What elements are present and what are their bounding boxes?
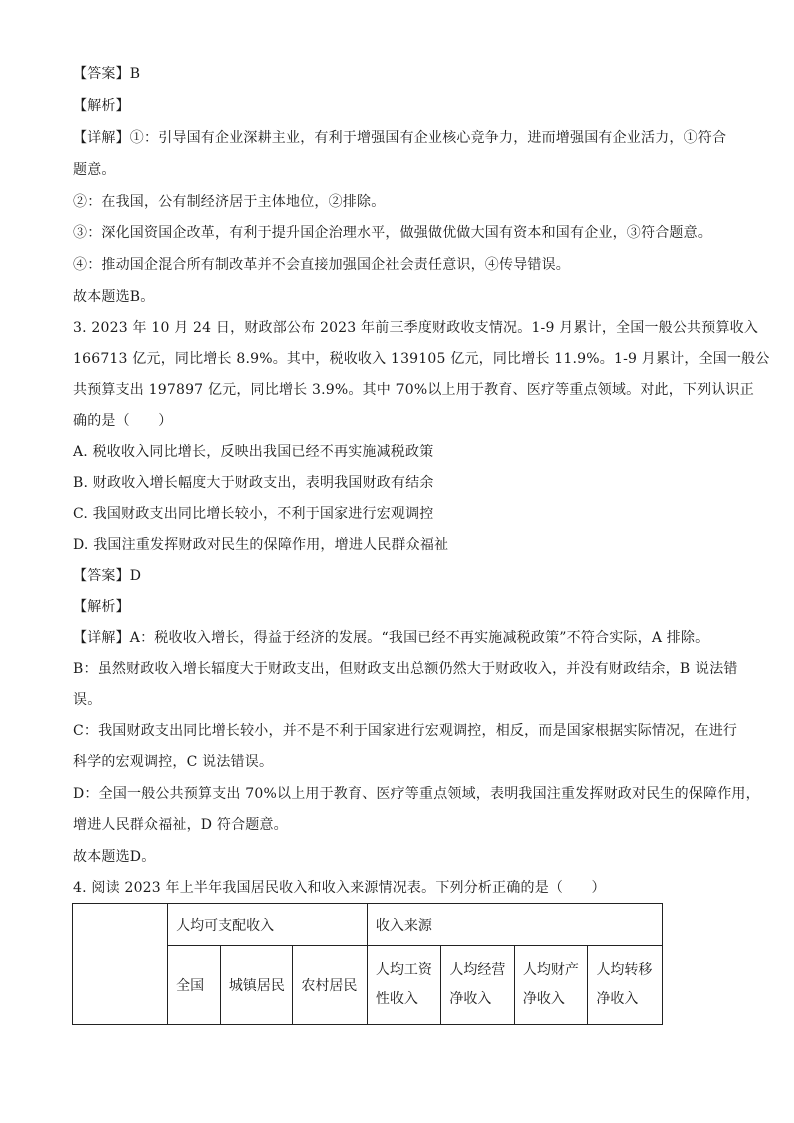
q3-option-d: D. 我国注重发挥财政对民生的保障作用，增进人民群众福祉 [73, 537, 449, 553]
q3-option-a: A. 税收收入同比增长，反映出我国已经不再实施减税政策 [73, 444, 434, 460]
q2-analysis: 【解析】 [73, 98, 130, 114]
col-property-income [514, 946, 588, 1025]
q3-detail-a: 【详解】A：税收收入增长，得益于经济的发展。“我国已经不再实施减税政策”不符合实际，A 排除。 [73, 630, 710, 646]
q2-detail-line-2: 题意。 [73, 162, 116, 178]
q3-analysis: 【解析】 [73, 599, 130, 615]
income-table [72, 903, 663, 1025]
q2-detail-line-1: 【详解】①：引导国有企业深耕主业，有利于增强国有企业核心竞争力，进而增强国有企业活力，①符合 [73, 130, 727, 146]
col-wage-income-l1: 人均工资 [375, 962, 432, 978]
col-wage-income-l2: 性收入 [375, 991, 418, 1007]
q3-stem-line-1: 3. 2023 年 10 月 24 日，财政部公布 2023 年前三季度财政收支情况。1-9 月累计，全国一般公共预算收入 [73, 320, 759, 336]
table-corner-cell [73, 904, 168, 1025]
q3-option-c: C. 我国财政支出同比增长较小，不利于国家进行宏观调控 [73, 506, 434, 522]
q3-conclusion: 故本题选D。 [73, 849, 156, 865]
q2-point-3: ③：深化国资国企改革，有利于提升国企治理水平，做强做优做大国有资本和国有企业，③符合题意。 [73, 225, 712, 241]
q2-answer: 【答案】B [73, 66, 141, 82]
col-business-income-l2: 净收入 [449, 991, 492, 1007]
col-rural: 农村居民 [293, 946, 368, 1025]
col-business-income-l1: 人均经营 [449, 962, 506, 978]
q3-stem-line-3: 共预算支出 197897 亿元，同比增长 3.9%。其中 70%以上用于教育、医疗等重点领域。对此，下列认识正 [73, 382, 754, 398]
q3-detail-c-line-2: 科学的宏观调控，C 说法错误。 [73, 754, 274, 770]
col-transfer-income-l2: 净收入 [596, 991, 639, 1007]
q3-detail-c-line-1: C：我国财政支出同比增长较小，并不是不利于国家进行宏观调控，相反，而是国家根据实际情况，在进行 [73, 723, 738, 739]
q3-stem-line-2: 166713 亿元，同比增长 8.9%。其中，税收收入 139105 亿元，同比增长 11.9%。1-9 月累计，全国一般公 [73, 351, 770, 367]
q3-option-b: B. 财政收入增长幅度大于财政支出，表明我国财政有结余 [73, 475, 434, 491]
q2-conclusion: 故本题选B。 [73, 289, 155, 305]
col-business-income [441, 946, 515, 1025]
q3-answer: 【答案】D [73, 568, 142, 584]
col-transfer-income [588, 946, 663, 1025]
col-urban: 城镇居民 [220, 946, 293, 1025]
header-disposable-income: 人均可支配收入 [168, 904, 368, 946]
col-property-income-l1: 人均财产 [522, 962, 579, 978]
q3-detail-b-line-1: B：虽然财政收入增长辐度大于财政支出，但财政支出总额仍然大于财政收入，并没有财政结余，B 说法错 [73, 661, 738, 677]
header-income-sources: 收入来源 [367, 904, 662, 946]
col-wage-income [367, 946, 441, 1025]
q3-detail-d-line-1: D：全国一般公共预算支出 70%以上用于教育、医疗等重点领域，表明我国注重发挥财政对民生的保障作用， [73, 786, 760, 802]
col-property-income-l2: 净收入 [522, 991, 565, 1007]
q3-stem-line-4: 确的是（ ） [73, 413, 173, 429]
q2-point-4: ④：推动国企混合所有制改革并不会直接加强国企社会责任意识，④传导错误。 [73, 257, 570, 273]
col-national: 全国 [168, 946, 221, 1025]
col-transfer-income-l1: 人均转移 [596, 962, 653, 978]
q4-stem: 4. 阅读 2023 年上半年我国居民收入和收入来源情况表。下列分析正确的是（ ） [73, 880, 606, 896]
q3-detail-b-line-2: 误。 [73, 692, 102, 708]
q3-detail-d-line-2: 增进人民群众福祉，D 符合题意。 [73, 817, 288, 833]
q2-point-2: ②：在我国，公有制经济居于主体地位，②排除。 [73, 194, 386, 210]
